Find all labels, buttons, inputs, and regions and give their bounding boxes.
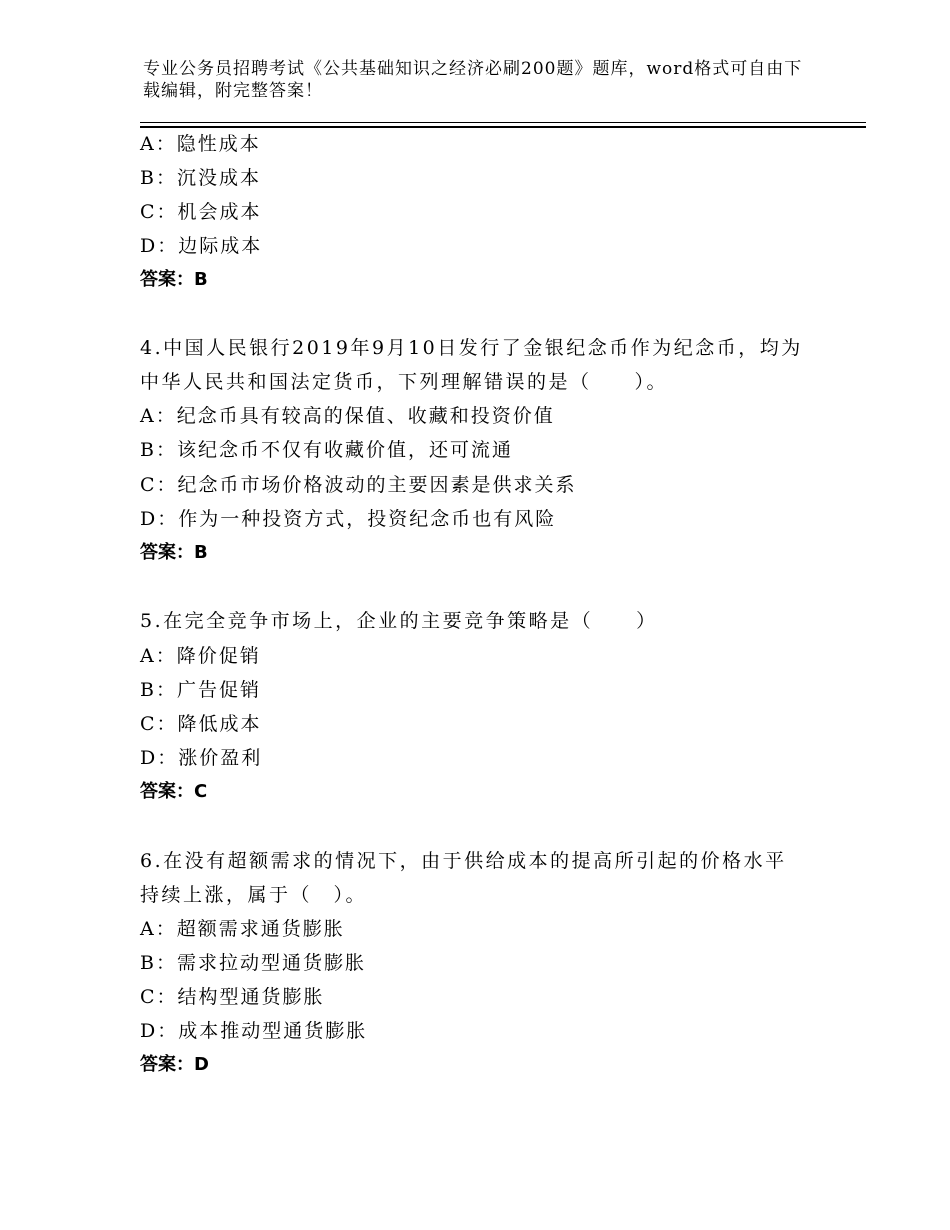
- header-divider-thick: [140, 126, 866, 128]
- answer-label: 答案：D: [140, 1054, 209, 1075]
- question-stem: 6.在没有超额需求的情况下，由于供给成本的提高所引起的价格水平: [140, 850, 787, 872]
- option-a: A：降价促销: [140, 645, 261, 667]
- option-d: D：边际成本: [140, 235, 263, 257]
- option-b: B：沉没成本: [140, 167, 261, 189]
- option-d: D：涨价盈利: [140, 747, 263, 769]
- option-d: D：成本推动型通货膨胀: [140, 1020, 368, 1042]
- question-stem: 4.中国人民银行2019年9月10日发行了金银纪念币作为纪念币，均为: [140, 337, 803, 359]
- option-a: A：超额需求通货膨胀: [140, 918, 345, 940]
- answer-label: 答案：B: [140, 542, 208, 563]
- option-c: C：降低成本: [140, 713, 262, 735]
- option-c: C：纪念币市场价格波动的主要因素是供求关系: [140, 474, 577, 496]
- answer-label: 答案：B: [140, 269, 208, 290]
- option-a: A：纪念币具有较高的保值、收藏和投资价值: [140, 405, 555, 427]
- option-a: A：隐性成本: [140, 133, 261, 155]
- question-stem-continued: 持续上涨，属于（ ）。: [140, 884, 368, 906]
- option-c: C：机会成本: [140, 201, 262, 223]
- option-b: B：需求拉动型通货膨胀: [140, 952, 366, 974]
- header-divider-thin: [140, 122, 866, 123]
- option-c: C：结构型通货膨胀: [140, 986, 325, 1008]
- option-b: B：广告促销: [140, 679, 261, 701]
- document-header: 专业公务员招聘考试《公共基础知识之经济必刷200题》题库，word格式可自由下载编辑，附完整答案！: [143, 59, 803, 101]
- option-b: B：该纪念币不仅有收藏价值，还可流通: [140, 439, 513, 461]
- option-d: D：作为一种投资方式，投资纪念币也有风险: [140, 508, 557, 530]
- question-stem: 5.在完全竞争市场上，企业的主要竞争策略是（ ）: [140, 610, 658, 632]
- question-stem-continued: 中华人民共和国法定货币，下列理解错误的是（ ）。: [140, 371, 669, 393]
- answer-label: 答案：C: [140, 781, 208, 802]
